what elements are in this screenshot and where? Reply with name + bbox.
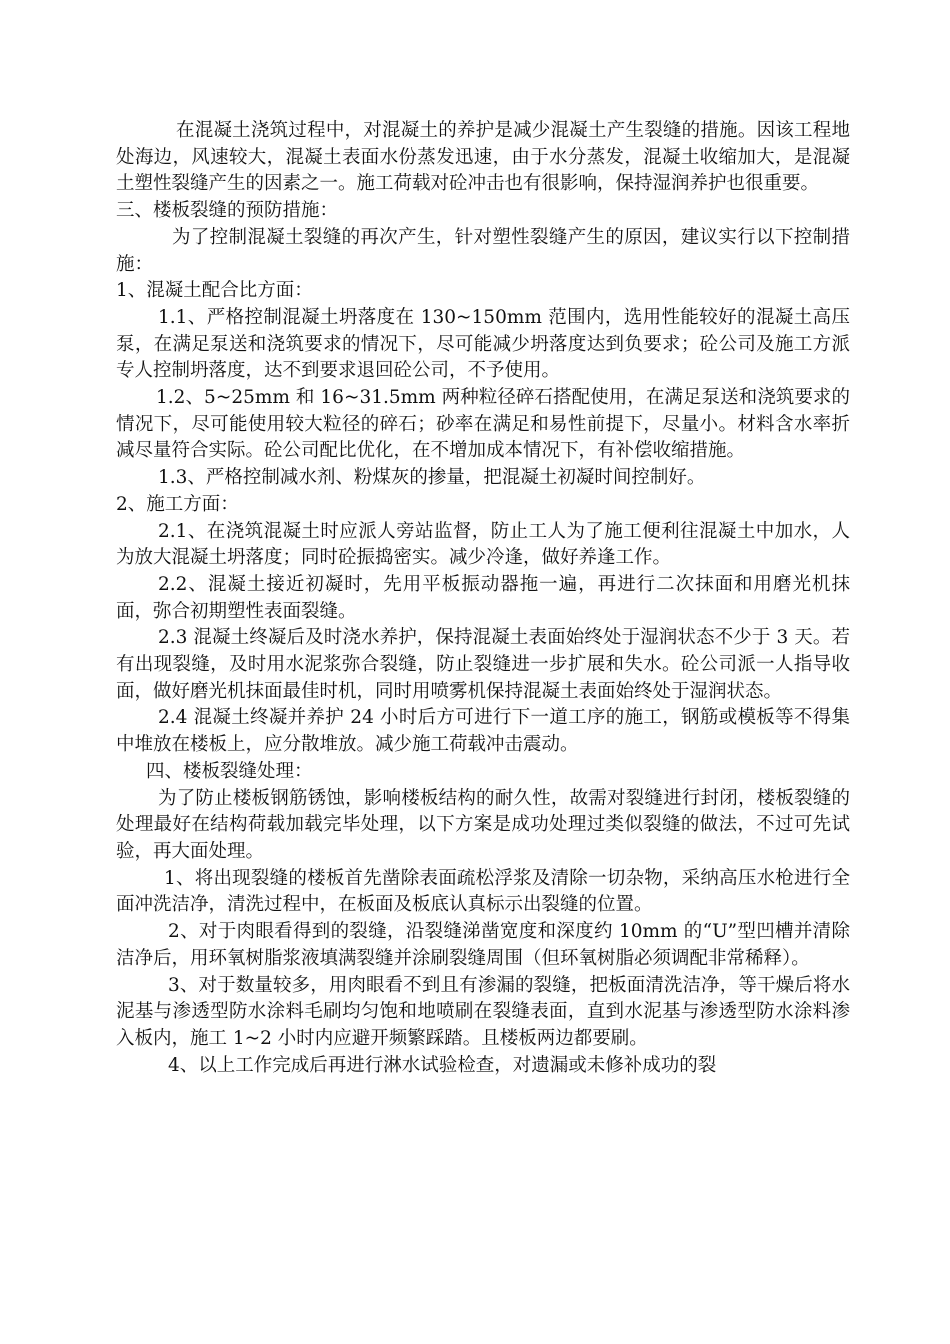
paragraph-step-1: 1、将出现裂缝的楼板首先凿除表面疏松浮浆及清除一切杂物，采纳高压水枪进行全面冲洗洁净，清洗过程中，在板面及板底认真标示出裂缝的位置。 bbox=[116, 867, 850, 916]
paragraph-step-3: 3、对于数量较多，用肉眼看不到且有渗漏的裂缝，把板面清洗洁净，等干燥后将水泥基与渗透型防水涂料毛刷均匀饱和地喷刷在裂缝表面，直到水泥基与渗透型防水涂料渗入板内，施工 1~2 小时内应避开频繁踩踏。且楼板两边都要刷。 bbox=[116, 974, 850, 1049]
heading-mix-ratio: 1、混凝土配合比方面： bbox=[116, 280, 313, 302]
paragraph-measures-intro: 为了控制混凝土裂缝的再次产生，针对塑性裂缝产生的原因，建议实行以下控制措施： bbox=[116, 226, 850, 275]
heading-construction: 2、施工方面： bbox=[116, 493, 239, 515]
paragraph-step-2: 2、对于肉眼看得到的裂缝，沿裂缝涕凿宽度和深度约 10mm 的“U”型凹槽并清除洁净后，用环氧树脂浆液填满裂缝并涂刷裂缝周围（但环氧树脂必须调配非常稀释）。 bbox=[116, 921, 850, 969]
paragraph-curing-intro: 在混凝土浇筑过程中，对混凝土的养护是减少混凝土产生裂缝的措施。因该工程地处海边，风速较大，混凝土表面水份蒸发迅速，由于水分蒸发，混凝土收缩加大，是混凝土塑性裂缝产生的因素之一。施工荷载对砼冲击也有很影响，保持湿润养护也很重要。 bbox=[116, 120, 850, 195]
paragraph-2-1: 2.1、在浇筑混凝土时应派人旁站监督，防止工人为了施工便利往混凝土中加水，人为放大混凝土坍落度；同时砼振捣密实。减少冷逢，做好养逢工作。 bbox=[116, 520, 850, 569]
paragraph-treatment-intro: 为了防止楼板钢筋锈蚀，影响楼板结构的耐久性，故需对裂缝进行封闭，楼板裂缝的处理最好在结构荷载加载完毕处理，以下方案是成功处理过类似裂缝的做法，不过可先试验，再大面处理。 bbox=[116, 787, 850, 862]
paragraph-1-3: 1.3、严格控制减水剂、粉煤灰的掺量，把混凝土初凝时间控制好。 bbox=[158, 467, 706, 489]
paragraph-step-4: 4、以上工作完成后再进行淋水试验检查，对遗漏或未修补成功的裂 bbox=[168, 1054, 717, 1076]
paragraph-2-2: 2.2、混凝土接近初凝时，先用平板振动器拖一遍，再进行二次抹面和用磨光机抹面，弥合初期塑性表面裂缝。 bbox=[116, 573, 850, 622]
document-page bbox=[116, 118, 850, 1079]
heading-section-4: 四、楼板裂缝处理： bbox=[146, 760, 313, 782]
paragraph-1-1: 1.1、严格控制混凝土坍落度在 130~150mm 范围内，选用性能较好的混凝土高压泵，在满足泵送和浇筑要求的情况下，尽可能减少坍落度达到负要求；砼公司及施工方派专人控制坍落度，达不到要求退回砼公司，不予使用。 bbox=[116, 306, 850, 382]
paragraph-2-3: 2.3 混凝土终凝后及时浇水养护，保持混凝土表面始终处于湿润状态不少于 3 天。若有出现裂缝，及时用水泥浆弥合裂缝，防止裂缝进一步扩展和失水。砼公司派一人指导收面，做好磨光机抹面最佳时机，同时用喷雾机保持混凝土表面始终处于湿润状态。 bbox=[116, 627, 850, 702]
heading-section-3: 三、楼板裂缝的预防措施： bbox=[116, 200, 339, 222]
paragraph-2-4: 2.4 混凝土终凝并养护 24 小时后方可进行下一道工序的施工，钢筋或模板等不得集中堆放在楼板上，应分散堆放。减少施工荷载冲击震动。 bbox=[116, 707, 850, 756]
paragraph-1-2: 1.2、5~25mm 和 16~31.5mm 两种粒径碎石搭配使用，在满足泵送和浇筑要求的情况下，尽可能使用较大粒径的碎石；砂率在满足和易性前提下，尽量小。材料含水率折减尽量符合实际。砼公司配比优化，在不增加成本情况下，有补偿收缩措施。 bbox=[116, 387, 850, 462]
